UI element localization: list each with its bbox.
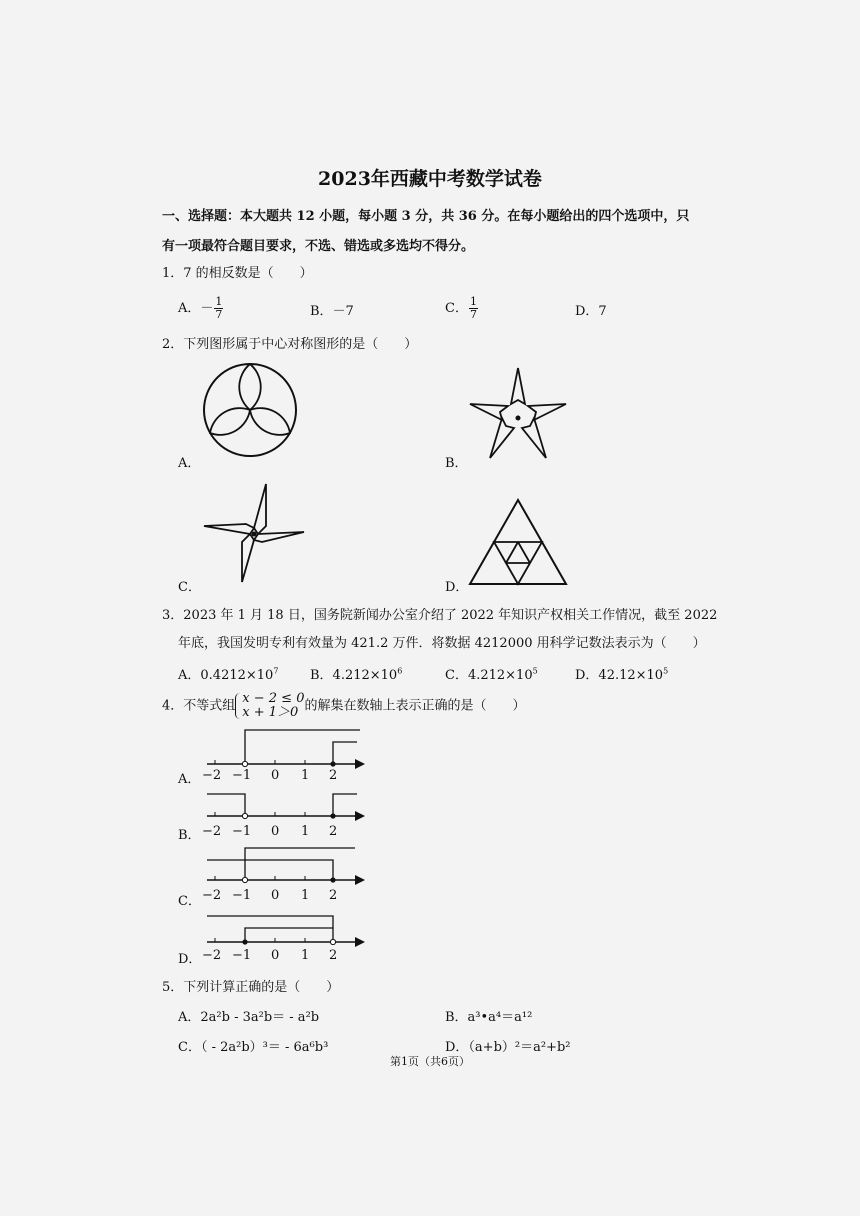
q4-c-tick-2: 2 — [329, 888, 338, 903]
q1-option-c — [445, 296, 478, 321]
q1-a-fraction — [214, 296, 223, 321]
q2-option-b-label: B． — [445, 456, 468, 471]
q4-option-a-label: A． — [178, 772, 201, 787]
q4-d-tick-neg2: −2 — [202, 948, 222, 963]
q1-c-label: C． — [445, 301, 468, 316]
q2-figure-c-pinwheel — [200, 482, 310, 586]
q1-option-d: D．7 — [575, 304, 607, 319]
q4-suffix: 的解集在数轴上表示正确的是（ ） — [304, 698, 526, 714]
q2-figure-a-three-circles — [200, 362, 300, 462]
q3-b-base: B．4.212×10 — [310, 668, 398, 683]
q5-option-d: D．（a+b）²＝a²+b² — [445, 1040, 571, 1055]
q4-c-tick-0: 0 — [271, 888, 280, 903]
q1-stem: 1．7 的相反数是（ ） — [162, 266, 313, 281]
q4-d-tick-2: 2 — [329, 948, 338, 963]
q4-a-tick-2: 2 — [329, 768, 338, 783]
q2-stem: 2．下列图形属于中心对称图形的是（ ） — [162, 337, 418, 352]
q1-a-denominator: 7 — [215, 308, 223, 321]
q4-inequality-system — [235, 692, 304, 720]
q4-c-tick-1: 1 — [301, 888, 310, 903]
q4-prefix: 4．不等式组 — [162, 698, 236, 714]
q1-c-fraction — [469, 296, 478, 321]
q4-number-line-c — [205, 846, 365, 886]
q2-option-d-label: D． — [445, 580, 469, 595]
q3-a-base: A．0.4212×10 — [178, 668, 274, 683]
q2-figure-d-triangles — [466, 496, 570, 588]
section-heading-line2: 有一项最符合题目要求，不选、错选或多选均不得分。 — [162, 239, 475, 254]
q5-option-c: C．（ - 2a²b）³＝ - 6a⁶b³ — [178, 1040, 329, 1055]
q4-a-tick-1: 1 — [301, 768, 310, 783]
q3-d-base: D．42.12×10 — [575, 668, 664, 683]
q4-c-tick-neg2: −2 — [202, 888, 222, 903]
q4-b-tick-0: 0 — [271, 824, 280, 839]
q4-a-tick-neg2: −2 — [202, 768, 222, 783]
q4-b-tick-2: 2 — [329, 824, 338, 839]
q1-a-numerator: 1 — [215, 295, 223, 308]
q4-stem — [162, 692, 526, 720]
q5-option-b: B．a³•a⁴＝a¹² — [445, 1010, 533, 1025]
q2-figure-b-star — [466, 364, 570, 464]
q4-c-tick-neg1: −1 — [232, 888, 252, 903]
q3-option-d — [575, 664, 668, 683]
q4-b-tick-neg2: −2 — [202, 824, 222, 839]
q4-inequality-1: x − 2 ≤ 0 — [242, 691, 305, 706]
q1-option-b: B．－7 — [310, 304, 354, 319]
q3-option-a — [178, 664, 278, 683]
q4-option-d-label: D． — [178, 952, 202, 967]
q4-d-tick-0: 0 — [271, 948, 280, 963]
q1-c-denominator: 7 — [469, 308, 477, 321]
q3-option-c — [445, 664, 538, 683]
q1-a-label: A．－ — [178, 301, 214, 316]
q4-a-tick-neg1: −1 — [232, 768, 252, 783]
q4-d-tick-1: 1 — [301, 948, 310, 963]
q4-b-tick-neg1: −1 — [232, 824, 252, 839]
q1-c-numerator: 1 — [469, 295, 477, 308]
section-heading-line1: 一、选择题：本大题共 12 小题，每小题 3 分，共 36 分。在每小题给出的四个选项中，只 — [162, 209, 690, 224]
page-title: 2023年西藏中考数学试卷 — [318, 168, 542, 190]
q2-option-a-label: A． — [178, 456, 201, 471]
q4-number-line-d — [205, 914, 365, 948]
page-footer: 第1页（共6页） — [390, 1055, 470, 1068]
q4-option-b-label: B． — [178, 828, 201, 843]
q4-number-line-a — [205, 728, 365, 776]
q3-c-base: C．4.212×10 — [445, 668, 533, 683]
q3-line2: 年底，我国发明专利有效量为 421.2 万件．将数据 4212000 用科学记数法表示为（ ） — [178, 636, 706, 651]
q3-line1: 3．2023 年 1 月 18 日，国务院新闻办公室介绍了 2022 年知识产权相关工作情况，截至 2022 — [162, 608, 718, 623]
q4-d-tick-neg1: −1 — [232, 948, 252, 963]
q4-a-tick-0: 0 — [271, 768, 280, 783]
q3-a-exponent: 7 — [273, 666, 279, 676]
q5-option-a: A．2a²b - 3a²b＝ - a²b — [178, 1010, 320, 1025]
q2-option-c-label: C． — [178, 580, 201, 595]
q1-option-a — [178, 296, 223, 321]
q5-stem: 5．下列计算正确的是（ ） — [162, 980, 340, 995]
q4-option-c-label: C． — [178, 894, 201, 909]
q3-b-exponent: 6 — [397, 666, 403, 676]
q3-option-b — [310, 664, 402, 683]
q4-number-line-b — [205, 792, 365, 820]
q3-c-exponent: 5 — [532, 666, 538, 676]
q4-b-tick-1: 1 — [301, 824, 310, 839]
q3-d-exponent: 5 — [663, 666, 669, 676]
q4-inequality-2: x + 1＞0 — [242, 705, 299, 720]
